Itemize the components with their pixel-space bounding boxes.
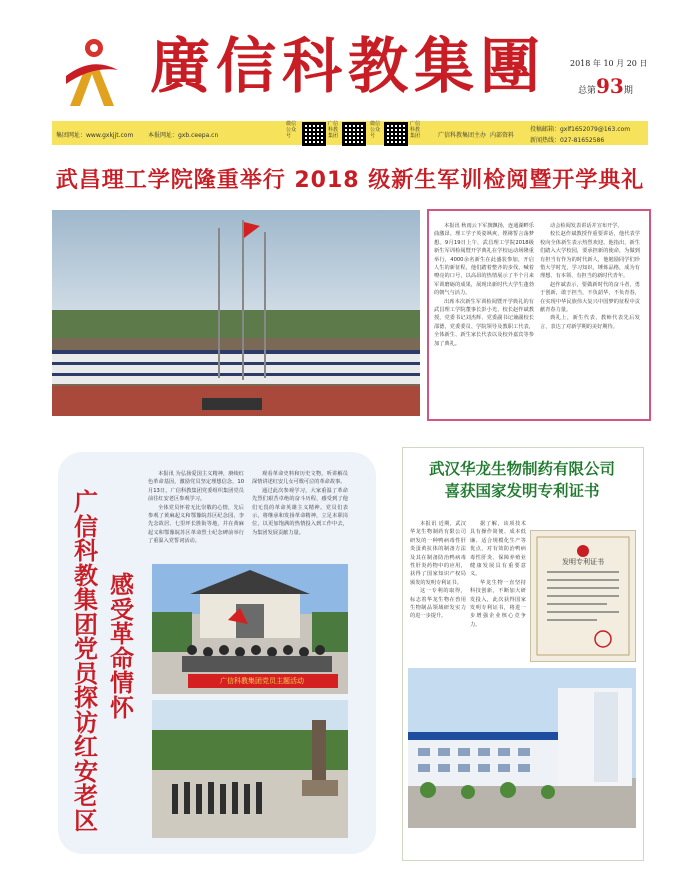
issue-number-value: 93 xyxy=(596,74,624,98)
memorial-gate-photo xyxy=(152,564,348,694)
internal-text: 内部资料 xyxy=(490,132,515,139)
article1-paragraph: 本报讯 秋雨云下军旗飘扬，连通湖畔乐曲激昂。理工学子英姿飒爽，铿锵誓言荡梦想。9月19日上午，武昌理工学院2018级新生军训检阅暨开学典礼在学校运动场隆重举行，4000余名新生在此盛装参加，开启人生的新征程，他们踏着整齐的步伐，喊着嘹亮的口号，以高昂的热情展示了半个月来军训磨砺的成果，展现出新时代大学生蓬勃的朝气与活力。 xyxy=(434,223,534,297)
issue-suffix: 期 xyxy=(623,86,633,96)
group-logo xyxy=(62,36,122,110)
article1-paragraph: 典礼上，新生代表、教师代表先后发言，表达了对新学期的美好期待。 xyxy=(540,315,640,330)
paper-website[interactable]: 本报网址：gxb.ceepa.cn xyxy=(148,132,219,139)
article2-column1 xyxy=(148,470,244,558)
article3-title-line2: 喜获国家发明专利证书 xyxy=(444,481,600,500)
title-character: 团 xyxy=(74,609,98,639)
title-character: 访 xyxy=(74,707,98,737)
title-character: 红 xyxy=(74,732,98,761)
qr3-label: 微信公众号 xyxy=(370,121,381,139)
issue-number xyxy=(578,74,633,98)
title-character: 教 xyxy=(74,560,98,590)
issue-date: 2018 年 10 月 20 日 xyxy=(570,59,648,68)
qr4-label: 广信科教集团 xyxy=(410,121,421,139)
title-character: 科 xyxy=(74,536,98,565)
article2-paragraph: 本报讯 为弘扬爱国主义精神，赓续红色革命基因，激励党员坚定理想信念，10月13日，广信科教集团党委组织集团党员前往红安老区参观学习。 xyxy=(148,471,244,503)
title-character: 老 xyxy=(74,781,98,810)
article3-paragraph: 这一专利的取得，标志着华龙生物在兽用生物制品领域研发实力的进一步提升。 xyxy=(410,588,466,620)
title-character: 革 xyxy=(110,619,134,648)
qr-code-icon xyxy=(384,122,408,146)
title-character: 区 xyxy=(74,805,98,835)
sponsor-text: 广信科教集团主办 xyxy=(438,132,487,139)
article1-column2 xyxy=(540,222,640,412)
contact-email[interactable]: 投稿邮箱：gxlf1652079@163.com xyxy=(530,126,631,133)
article2-title-main xyxy=(72,487,100,835)
title-character: 情 xyxy=(110,668,134,697)
military-parade-photo xyxy=(52,210,420,416)
article1-paragraph: 动会检阅发表讲话并宣布开学。 xyxy=(550,223,623,229)
article3-title xyxy=(402,458,642,502)
contact-phone: 新闻热线：027-81652586 xyxy=(530,137,605,144)
article2-paragraph: 全体党员怀着无比崇敬的心情，先后参观了黄麻起义和鄂豫皖苏区纪念园、李先念故居、七里坪长胜街等地，并在黄麻起义和鄂豫皖苏区革命烈士纪念碑前举行了重温入党誓词活动。 xyxy=(148,504,244,545)
article1-paragraph: 出席本次新生军训检阅暨开学典礼的有武昌理工学院董事长彭小光、校长赵作斌教授，党委书记刘杰辉、党委副书记兼副校长邵德，党委委员、学院领导及教职工代表，全体新生、新生家长代表以及校外嘉宾等参加了典礼。 xyxy=(434,298,534,347)
info-bar xyxy=(52,121,648,145)
article1-paragraph: 校长赵作斌教授作重要讲话，他代表学校向全体新生表示热烈欢迎。他指出，新生们踏入大学校园，要承担新的使命，为做到有担当有作为的时代新人，他勉励同学们珍惜大学时光，学习知识，锤炼品格，成为有理想、有本领、有担当的新时代青年。 xyxy=(540,231,640,280)
main-headline: 武昌理工学院隆重举行 2018 级新生军训检阅暨开学典礼 xyxy=(55,168,645,193)
patent-certificate-image xyxy=(530,530,636,662)
article1-column1 xyxy=(434,222,534,412)
article2-title-sub xyxy=(108,570,136,722)
article3-paragraph: 本报讯 近期，武汉华龙生物制药有限公司研发的一种鸭病毒性肝炎蛋黄抗体的制备方法及其在制备防治鸭病毒性肝炎药物中的应用，获得了国家知识产权局颁发的发明专利证书。 xyxy=(410,521,466,586)
title-character: 受 xyxy=(110,594,134,624)
title-character: 感 xyxy=(110,570,134,599)
title-character: 集 xyxy=(74,585,98,614)
issue-prefix: 总第 xyxy=(578,86,597,96)
article2-paragraph: 观看革命史料和历史文物，听讲解员深情讲述红安儿女可歌可泣的革命故事。 xyxy=(252,471,348,486)
article2-paragraph: 通过此次参观学习，大家重温了革命先烈们艰苦卓绝的奋斗历程，感受到了他们无畏的革命英雄主义精神。党员们表示，将继承和发扬革命精神，立足本职岗位，以更加饱满的热情投入到工作中去，为集团发展贡献力量。 xyxy=(252,487,348,536)
qr-code-icon xyxy=(302,122,326,146)
title-character: 信 xyxy=(74,511,98,541)
activity-banner: 广信科教集团党员主题活动 xyxy=(220,677,304,685)
factory-building-photo xyxy=(408,668,636,828)
article2-column2 xyxy=(252,470,348,558)
article3-paragraph: 据了解，该项技术具有操作简便、成本低廉、适合规模化生产等优点，对有效防治鸭病毒性肝炎、保障养殖业健康发展具有重要意义。 xyxy=(470,521,526,578)
title-character: 安 xyxy=(74,756,98,786)
article3-column1 xyxy=(410,520,466,662)
title-character: 探 xyxy=(74,683,98,712)
title-character: 命 xyxy=(110,643,134,673)
group-website[interactable]: 集团网址：www.gxkjjt.com xyxy=(56,132,134,139)
title-character: 党 xyxy=(74,634,98,663)
patent-caption: 发明专利证书 xyxy=(562,558,604,566)
article3-title-line1: 武汉华龙生物制药有限公司 xyxy=(428,459,615,478)
article1-paragraph: 赵作斌表示，要做新时代的奋斗者，勇于创新，敢于担当，不负韶华，不负青春，在实现中华民族伟大复兴中国梦的征程中贡献青春力量。 xyxy=(540,281,640,314)
title-character: 广 xyxy=(74,487,98,516)
qr1-label: 微信公众号 xyxy=(286,121,297,139)
qr-code-icon xyxy=(342,122,366,146)
article3-paragraph: 华龙生物一直坚持科技创新，不断加大研发投入，此次获得国家发明专利证书，将进一步增强企业核心竞争力。 xyxy=(470,579,526,628)
title-character: 怀 xyxy=(110,692,134,722)
title-character: 员 xyxy=(74,658,98,688)
memorial-statue-photo xyxy=(152,700,348,838)
masthead-title: 廣信科教集團 xyxy=(150,32,546,102)
article3-column2 xyxy=(470,520,526,662)
qr2-label: 广信科教集团 xyxy=(328,121,339,139)
